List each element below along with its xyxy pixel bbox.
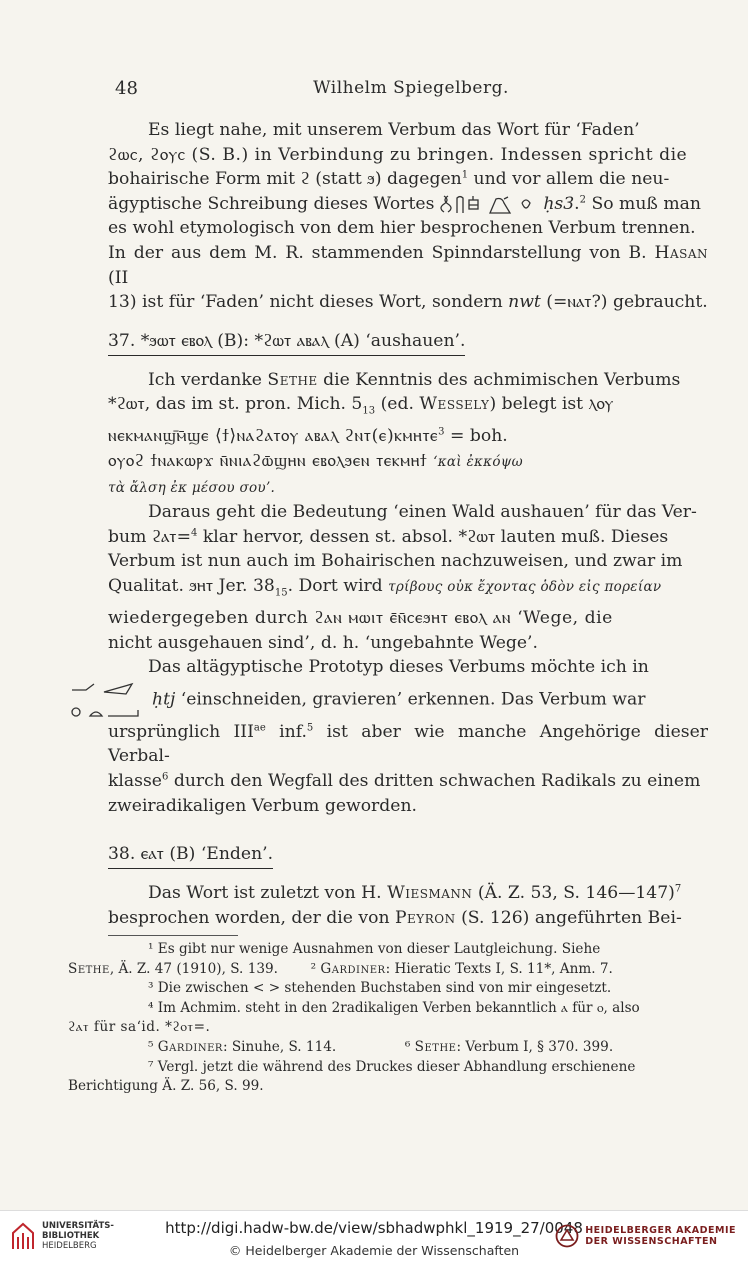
footnote-4: ⁴ Im Achmim. steht in den 2radikaligen Verben bekanntlich ⲁ für ⲟ, also ϩⲁⲧ für sa‘id. *ϩⲟⲧ=. <box>68 999 640 1036</box>
hieroglyph-htj-icon <box>68 680 146 720</box>
body-text <box>108 118 708 930</box>
page-number: 48 <box>115 78 138 99</box>
footnote-1: ¹ Es gibt nur wenige Ausnahmen von dieser Lautgleichung. Siehe Sethe, Ä. Z. 47 (1910), S. 139. ² Gardiner: Hieratic Texts I, S. 11*, Anm. 7. <box>68 941 613 977</box>
section-37-heading: 37. *ϧⲱⲧ ⲉⲃⲟⲗ (B): *ϩⲱⲧ ⲁⲃⲁⲗ (A) ‘aushauen’. <box>108 329 465 356</box>
viewer-footer <box>0 1210 748 1266</box>
section-37-paragraph-1: Ich verdanke Sethe die Kenntnis des achmimischen Verbums *ϩⲱⲧ, das im st. pron. Mich. $5_{13}$ (ed. Wessely) belegt ist ⲗⲟⲩ ⲛⲉⲕⲙⲁⲛϣ̄ⲙ̄ϣⲉ ⟨ϯ⟩ⲛⲁϩⲁⲧⲟⲩ ⲁⲃⲁⲗ ϩⲛⲧ(ⲉ)ⲕⲙⲏⲧⲉ$^3$ = boh. ⲟⲩⲟϩ ϯⲛⲁⲕⲱⲣϫ ⲛ̄ⲛⲓⲁϩⲱ̄ϣⲏⲛ ⲉⲃⲟⲗϧⲉⲛ ⲧⲉⲕⲙⲏϯ ‘καὶ ἐκκόψω τὰ ἄλση ἐκ μέσου σου’. <box>108 369 681 496</box>
footnote-5: ⁵ Gardiner: Sinuhe, S. 114. <box>148 1038 337 1055</box>
hieroglyph-group-icon <box>440 193 538 215</box>
university-library-logo[interactable]: UNIVERSITÄTS- BIBLIOTHEK HEIDELBERG <box>10 1221 114 1251</box>
footnote-5-6 <box>108 1038 708 1058</box>
akademie-logo[interactable]: HEIDELBERGER AKADEMIE DER WISSENSCHAFTEN <box>555 1224 736 1248</box>
akademie-seal-icon <box>555 1224 579 1248</box>
copyright-notice: © Heidelberger Akademie der Wissenschaften <box>228 1243 520 1258</box>
section-37-paragraph-2: Daraus geht die Bedeutung ‘einen Wald aushauen’ für das Ver- bum ϩⲁⲧ=$^4$ klar hervor, dessen st. absol. *ϩⲱⲧ lauten muß. Dieses Verbum ist nun auch im Bohairischen nachzuweisen, und zwar im Qualitat. ϧⲏⲧ Jer. $38_{15}$. Dort wird τρίβους οὐκ ἔχοντας ὁδὸν εἰς πορείαν wiedergegeben durch ϩⲁⲛ ⲙⲱⲓⲧ ⲉ̄ⲛ̄ⲥⲉϧⲏⲧ ⲉⲃⲟⲗ ⲁⲛ ‘Wege, die nicht ausgehauen sind’, d. h. ‘ungebahnte Wege’. <box>108 502 697 653</box>
footnote-2: ² Gardiner: Hieratic Texts I, S. 11*, Anm. 7. <box>310 960 613 977</box>
section-38-heading: 38. ⲉⲁⲧ (B) ‘Enden’. <box>108 842 273 869</box>
section-37-paragraph-3: Das altägyptische Prototyp dieses Verbums möchte ich in ḥtj ‘einschneiden, gravieren’ erkennen. Das Verbum war ursprünglich $III^{ae}$ inf.$^5$ ist aber wie manche Angehörige dieser Verbal- klasse$^6$ durch den Wegfall des dritten schwachen Radikals zu einem zweiradikaligen Verbum geworden. <box>108 655 708 818</box>
footnote-3: ³ Die zwischen < > stehenden Buchstaben sind von mir eingesetzt. <box>148 980 612 997</box>
page-header <box>115 78 707 104</box>
footnote-6: ⁶ Sethe: Verbum I, § 370. 399. <box>404 1038 614 1055</box>
footnote-7: ⁷ Vergl. jetzt die während des Druckes dieser Abhandlung erschienene Berichtigung Ä. Z. 56, S. 99. <box>68 1058 636 1095</box>
footnote-divider <box>108 935 238 936</box>
section-38-paragraph-1: Das Wort ist zuletzt von H. Wiesmann (Ä. Z. 53, S. 146—147)$^7$ besprochen worden, der die von Peyron (S. 126) angeführten Bei- <box>108 883 682 928</box>
footnotes <box>68 940 708 1097</box>
permalink-url[interactable]: http://digi.hadw-bw.de/view/sbhadwphkl_1919_27/0048 <box>165 1219 583 1237</box>
intro-paragraph: Es liegt nahe, mit unserem Verbum das Wort für ‘Faden’ ϩⲱⲥ, ϩⲟⲩⲥ (S. B.) in Verbindung zu bringen. Indessen spricht die bohairische Form mit ϩ (statt ϧ) dagegen$^1$ und vor allem die neu- ägyptische Schreibung dieses Wortes ḥs3.$^2$ So muß man es wohl etymologisch von dem hier besprochenen Verbum trennen. In der aus dem M. R. stammenden Spinndarstellung von B. Hasan (II 13) ist für ‘Faden’ nicht dieses Wort, sondern nwt (=ⲛⲁⲧ?) gebraucht. <box>108 120 708 313</box>
running-title: Wilhelm Spiegelberg. <box>313 78 509 98</box>
